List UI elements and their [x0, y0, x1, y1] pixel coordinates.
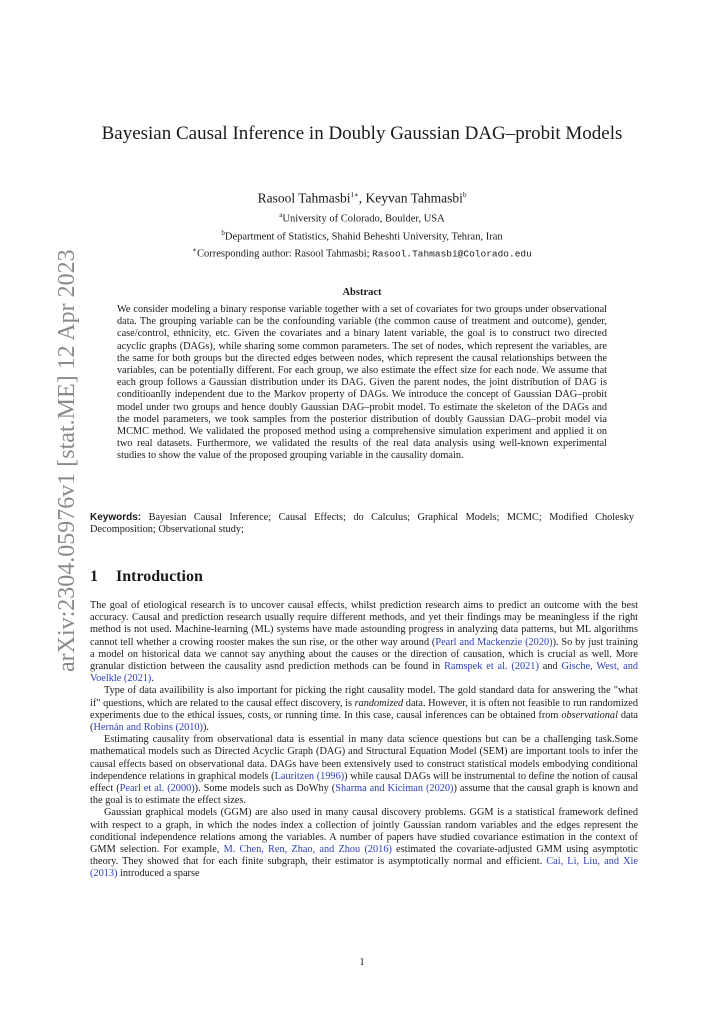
- author-line: Rasool Tahmasbi$^{1∗}$, Keyvan Tahmasbi$^b$: [257, 190, 467, 206]
- citation-year: 2016: [367, 844, 389, 856]
- paragraph-text: ) while causal DAGs will be instrumental to define the notion of causal effect (: [90, 770, 639, 795]
- citation-author: M. Chen, Ren, Zhao, and Zhou: [223, 844, 361, 856]
- citation-year: 2020: [429, 783, 451, 795]
- emphasis: observational: [561, 709, 618, 721]
- paragraph-text: ). Some models such as DoWhy (: [194, 783, 336, 795]
- citation-author: Hernán and Robins: [93, 722, 173, 734]
- corresponding-text: Corresponding author: Rasool Tahmasbi;: [196, 248, 373, 260]
- paragraph-text: data. However, it is often not feasible to run randomized experiments due to the ethical issues, costs, or running time. In this case, causal inferences can be obtained from: [90, 697, 638, 721]
- introduction-body: [90, 600, 638, 881]
- citation-link[interactable]: M. Chen, Ren, Zhao, and Zhou (2016): [223, 844, 392, 856]
- paragraph-3: [90, 734, 638, 807]
- paragraph-text: Gaussian graphical models (GGM) are also used in many causal discovery problems. GGM is a statistical framework defined with respect to a graph, in which the nodes index a collection of jointly Gaussian random variables and the edges represent the conditional independence relations among the variables. A number of papers have studied covariance estimation in the context of GMM selection. For example,: [90, 807, 638, 856]
- section-title: Introduction: [116, 568, 203, 585]
- citation-link[interactable]: Cai, Li, Liu, and Xie (2013): [90, 856, 638, 880]
- affiliation-1-marker: a: [279, 211, 283, 219]
- citation-link[interactable]: Hernán and Robins (2010): [93, 722, 203, 734]
- paragraph-4: [90, 807, 638, 880]
- paragraph-text: .: [151, 673, 154, 685]
- affiliation-2-text: Department of Statistics, Shahid Beheshti University, Tehran, Iran: [224, 231, 503, 243]
- author-1-marker: 1∗: [350, 191, 359, 199]
- citation-author: Pearl and Mackenzie: [435, 636, 523, 648]
- paragraph-text: data (: [90, 709, 638, 734]
- citation-author: Cai, Li, Liu, and Xie: [546, 856, 638, 868]
- author-1: Rasool Tahmasbi: [257, 190, 351, 206]
- citation-link[interactable]: Pearl and Mackenzie (2020): [435, 636, 553, 648]
- abstract-text: We consider modeling a binary response variable together with a set of covariates for two groups under observational data. The grouping variable can be the confounding variable (the common cause of treatment and outcome), gender, case/control, ethnicity, etc. Given the covariates and a binary latent variable, the goal is to construct two directed acyclic graphs (DAGs), while sharing some common parameters. The set of nodes, which represent the variables, are the same for both groups but the directed edges between nodes, which represent the causal relationships between the variables, can be potentially different. For each group, we also estimate the effect size for each node. We assume that each group follows a Gaussian distribution under its DAG. Given the parent nodes, the joint distribution of DAG is conditioanlly independent due to the Markov property of DAGs. We introduce the concept of Gaussian DAG–probit model under two groups and hence doubly Gaussian DAG–probit model. To estimate the skeleton of the DAGs and the model parameters, we took samples from the posterior distribution of doubly Gaussian DAG–probit model via MCMC method. We validated the proposed method using a comprehensive simulation experiment and applied it on two real datasets. Furthermore, we validated the results of the real data analysis using well-known experimental studies to show the value of the proposed grouping variable in the causality domain.: [117, 304, 607, 462]
- citation-year: 2021: [127, 673, 148, 685]
- citation-link[interactable]: Ramspek et al. (2021): [444, 661, 539, 673]
- paragraph-text: ). So by just training a model on historical data we cannot say anything about the causes or the direction of causation, which is crucial as well. More granular distiction between the causality asnd prediction methods can be found in: [90, 636, 638, 673]
- affiliation-1-text: University of Colorado, Boulder, USA: [282, 213, 445, 225]
- citation-year: 2021: [514, 661, 536, 673]
- citation-link[interactable]: Pearl et al. (2000): [119, 783, 195, 795]
- author-email[interactable]: Rasool.Tahmasbi@Colorado.edu: [372, 248, 532, 260]
- citation-author: Lauritzen: [274, 770, 315, 782]
- citation-author: Sharma and Kiciman: [335, 783, 423, 795]
- page-number: 1: [359, 957, 365, 968]
- affiliation-1: [90, 208, 634, 227]
- citation-author: Pearl et al.: [119, 783, 165, 795]
- citation-year: 2013: [93, 868, 115, 880]
- paper-title: Bayesian Causal Inference in Doubly Gaussian DAG–probit Models: [101, 123, 623, 144]
- keywords-label: Keywords:: [90, 512, 142, 523]
- citation-author: Ramspek et al.: [444, 661, 508, 673]
- affiliation-2-marker: b: [221, 229, 225, 237]
- paragraph-text: ).: [202, 722, 209, 734]
- section-heading: [90, 568, 203, 586]
- author-2: Keyvan Tahmasbi: [365, 190, 463, 206]
- paragraph-text: Type of data availibility is also important for picking the right causality model. The gold standard data for answering the "what if" questions, which are related to the causal effect discovery, is: [90, 685, 638, 709]
- corresponding-author: [90, 243, 634, 262]
- citation-author: Gische, West, and Voelkle: [90, 661, 638, 685]
- author-2-marker: b: [462, 191, 467, 199]
- citation-link[interactable]: Gische, West, and Voelkle (2021): [90, 661, 638, 685]
- paragraph-text: estimated the covariate-adjusted GMM using asymptotic theory. They showed that for each finite subgraph, their estimator is asymptotically normal and efficient.: [90, 844, 638, 868]
- citation-link[interactable]: Lauritzen (1996): [274, 770, 345, 782]
- arxiv-identifier: arXiv:2304.05976v1 [stat.ME] 12 Apr 2023: [54, 249, 80, 672]
- paragraph-text: ) assume that the causal graph is known and the goal is to estimate the effect sizes.: [90, 783, 638, 807]
- abstract-heading: Abstract: [342, 287, 382, 298]
- citation-year: 2000: [170, 783, 192, 795]
- paragraph-text: Estimating causality from observational data is essential in many data science questions but can be a challenging task.Some mathematical models such as Directed Acyclic Graph (DAG) and Structural Equation Model (SEM) are important tools to infer the causal effects based on observational data. DAGs have been extensively used to construct statistical models embodying conditional independence relations in graphical models (: [90, 734, 638, 782]
- citation-year: 2020: [528, 636, 550, 648]
- section-number: 1: [90, 568, 98, 585]
- emphasis: randomized: [354, 697, 404, 709]
- paragraph-2: [90, 685, 638, 734]
- arxiv-sidebar: [22, 249, 80, 672]
- affiliation-2: [90, 226, 634, 245]
- citation-link[interactable]: Sharma and Kiciman (2020): [335, 783, 454, 795]
- paragraph-text: The goal of etiological research is to uncover causal effects, whilst prediction research aims to predict an outcome with the best accuracy. Causal and prediction research usually require different methods, and yet their findings may be meaningless if the right method is not used. Machine-learning (ML) systems have made astounding progress in analyzing data patterns, but ML algorithms cannot tell whether a crowing rooster makes the sun rise, or the other way around (: [90, 600, 638, 648]
- corresponding-marker: ∗: [192, 246, 197, 254]
- keywords: [90, 512, 634, 536]
- citation-year: 1996: [320, 770, 341, 782]
- keywords-text: Bayesian Causal Inference; Causal Effects; do Calculus; Graphical Models; MCMC; Modified Cholesky Decomposition; Observational study;: [90, 512, 634, 536]
- citation-year: 2010: [178, 722, 200, 734]
- paragraph-1: [90, 600, 638, 685]
- paragraph-text: introduced a sparse: [117, 868, 200, 880]
- paragraph-text: and: [538, 661, 562, 673]
